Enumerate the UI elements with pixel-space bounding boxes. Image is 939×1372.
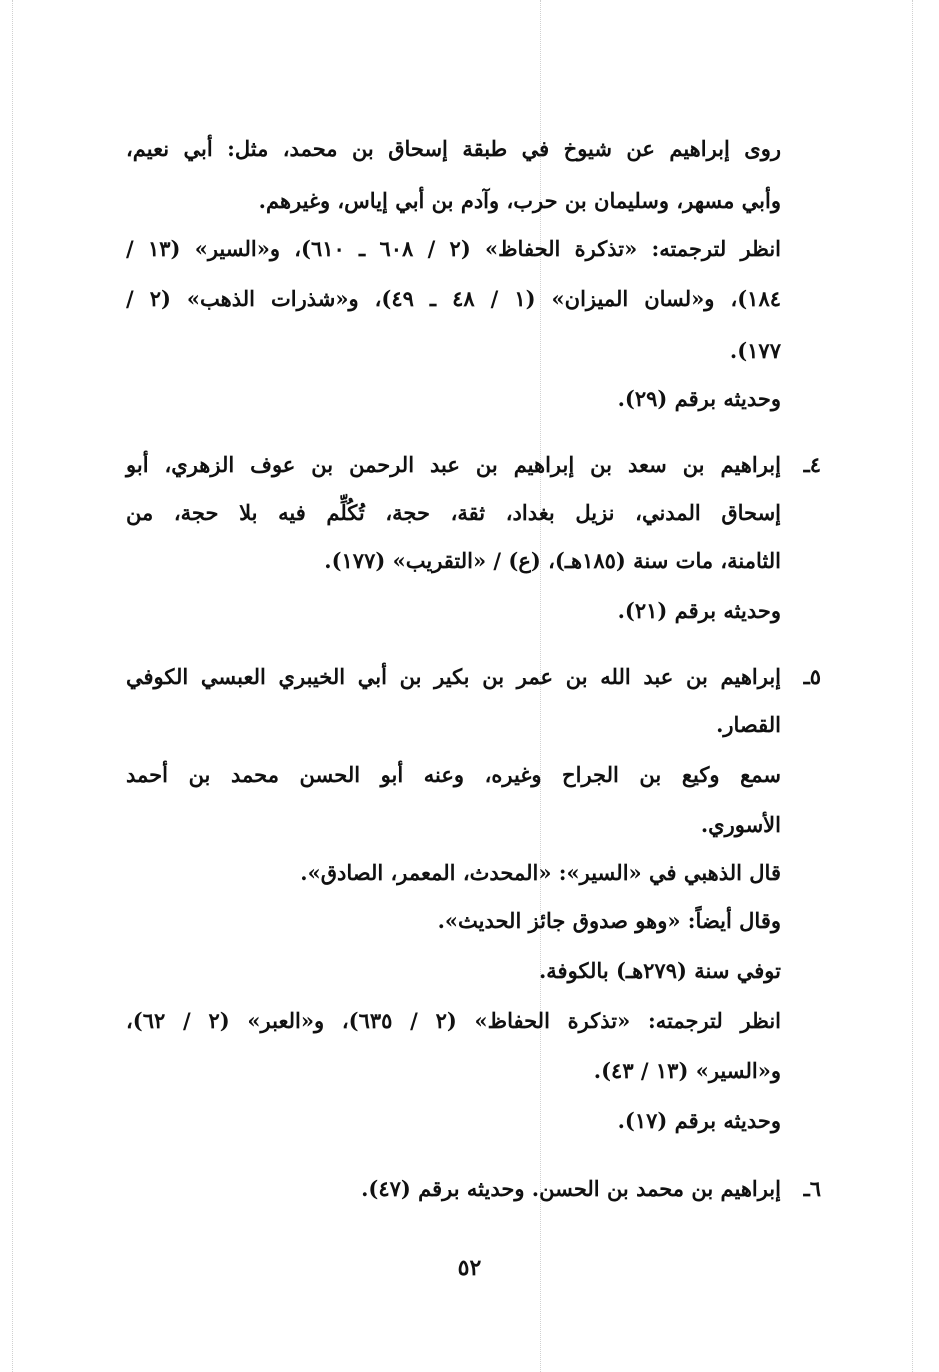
- text-line: إسحاق المدني، نزيل بغداد، ثقة، حجة، تُكُلِّم فيه بلا حجة، من: [126, 500, 781, 525]
- entry-number: ٥ـ: [803, 664, 821, 689]
- text-line: انظر لترجمته: «تذكرة الحفاظ» (٢ / ٦٠٨ ـ ٦١٠)، و«السير» (١٣ /: [126, 236, 782, 261]
- text-line: وأبي مسهر، وسليمان بن حرب، وآدم بن أبي إياس، وغيرهم.: [258, 188, 781, 213]
- entry-number: ٤ـ: [803, 452, 821, 477]
- scan-guide-line: [12, 0, 13, 1372]
- text-line: وحديثه برقم (٢١).: [617, 598, 781, 623]
- scan-guide-line: [912, 0, 913, 1372]
- text-line: توفي سنة (٢٧٩هـ) بالكوفة.: [538, 958, 781, 983]
- text-line: و«السير» (١٣ / ٤٣).: [593, 1058, 781, 1083]
- text-line: ١٨٤)، و«لسان الميزان» (١ / ٤٨ ـ ٤٩)، و«شذرات الذهب» (٢ /: [126, 286, 782, 311]
- text-line: سمع وكيع بن الجراح وغيره، وعنه أبو الحسن محمد بن أحمد: [126, 762, 781, 787]
- text-line: ١٧٧).: [729, 338, 781, 363]
- text-line: إبراهيم بن محمد بن الحسن. وحديثه برقم (٤٧).: [361, 1176, 781, 1201]
- page-number: ٥٢: [457, 1255, 482, 1281]
- text-line: إبراهيم بن سعد بن إبراهيم بن عبد الرحمن بن عوف الزهري، أبو: [126, 452, 781, 477]
- text-line: قال الذهبي في «السير»: «المحدث، المعمر، الصادق».: [300, 860, 781, 885]
- text-line: إبراهيم بن عبد الله بن عمر بن بكير بن أبي الخيبري العبسي الكوفي: [126, 664, 781, 689]
- text-line: وحديثه برقم (٢٩).: [617, 386, 781, 411]
- text-line: روى إبراهيم عن شيوخ في طبقة إسحاق بن محمد، مثل: أبي نعيم،: [126, 136, 781, 161]
- text-line: وقال أيضاً: «وهو صدوق جائز الحديث».: [437, 908, 781, 933]
- text-line: الأسوري.: [700, 812, 781, 837]
- entry-number: ٦ـ: [803, 1176, 821, 1201]
- text-line: وحديثه برقم (١٧).: [617, 1108, 781, 1133]
- text-line: القصار.: [716, 712, 781, 737]
- text-line: الثامنة، مات سنة (١٨٥هـ)، (ع) / «التقريب» (١٧٧).: [324, 548, 781, 573]
- text-line: انظر لترجمته: «تذكرة الحفاظ» (٢ / ٦٣٥)، و«العبر» (٢ / ٦٢)،: [126, 1008, 782, 1033]
